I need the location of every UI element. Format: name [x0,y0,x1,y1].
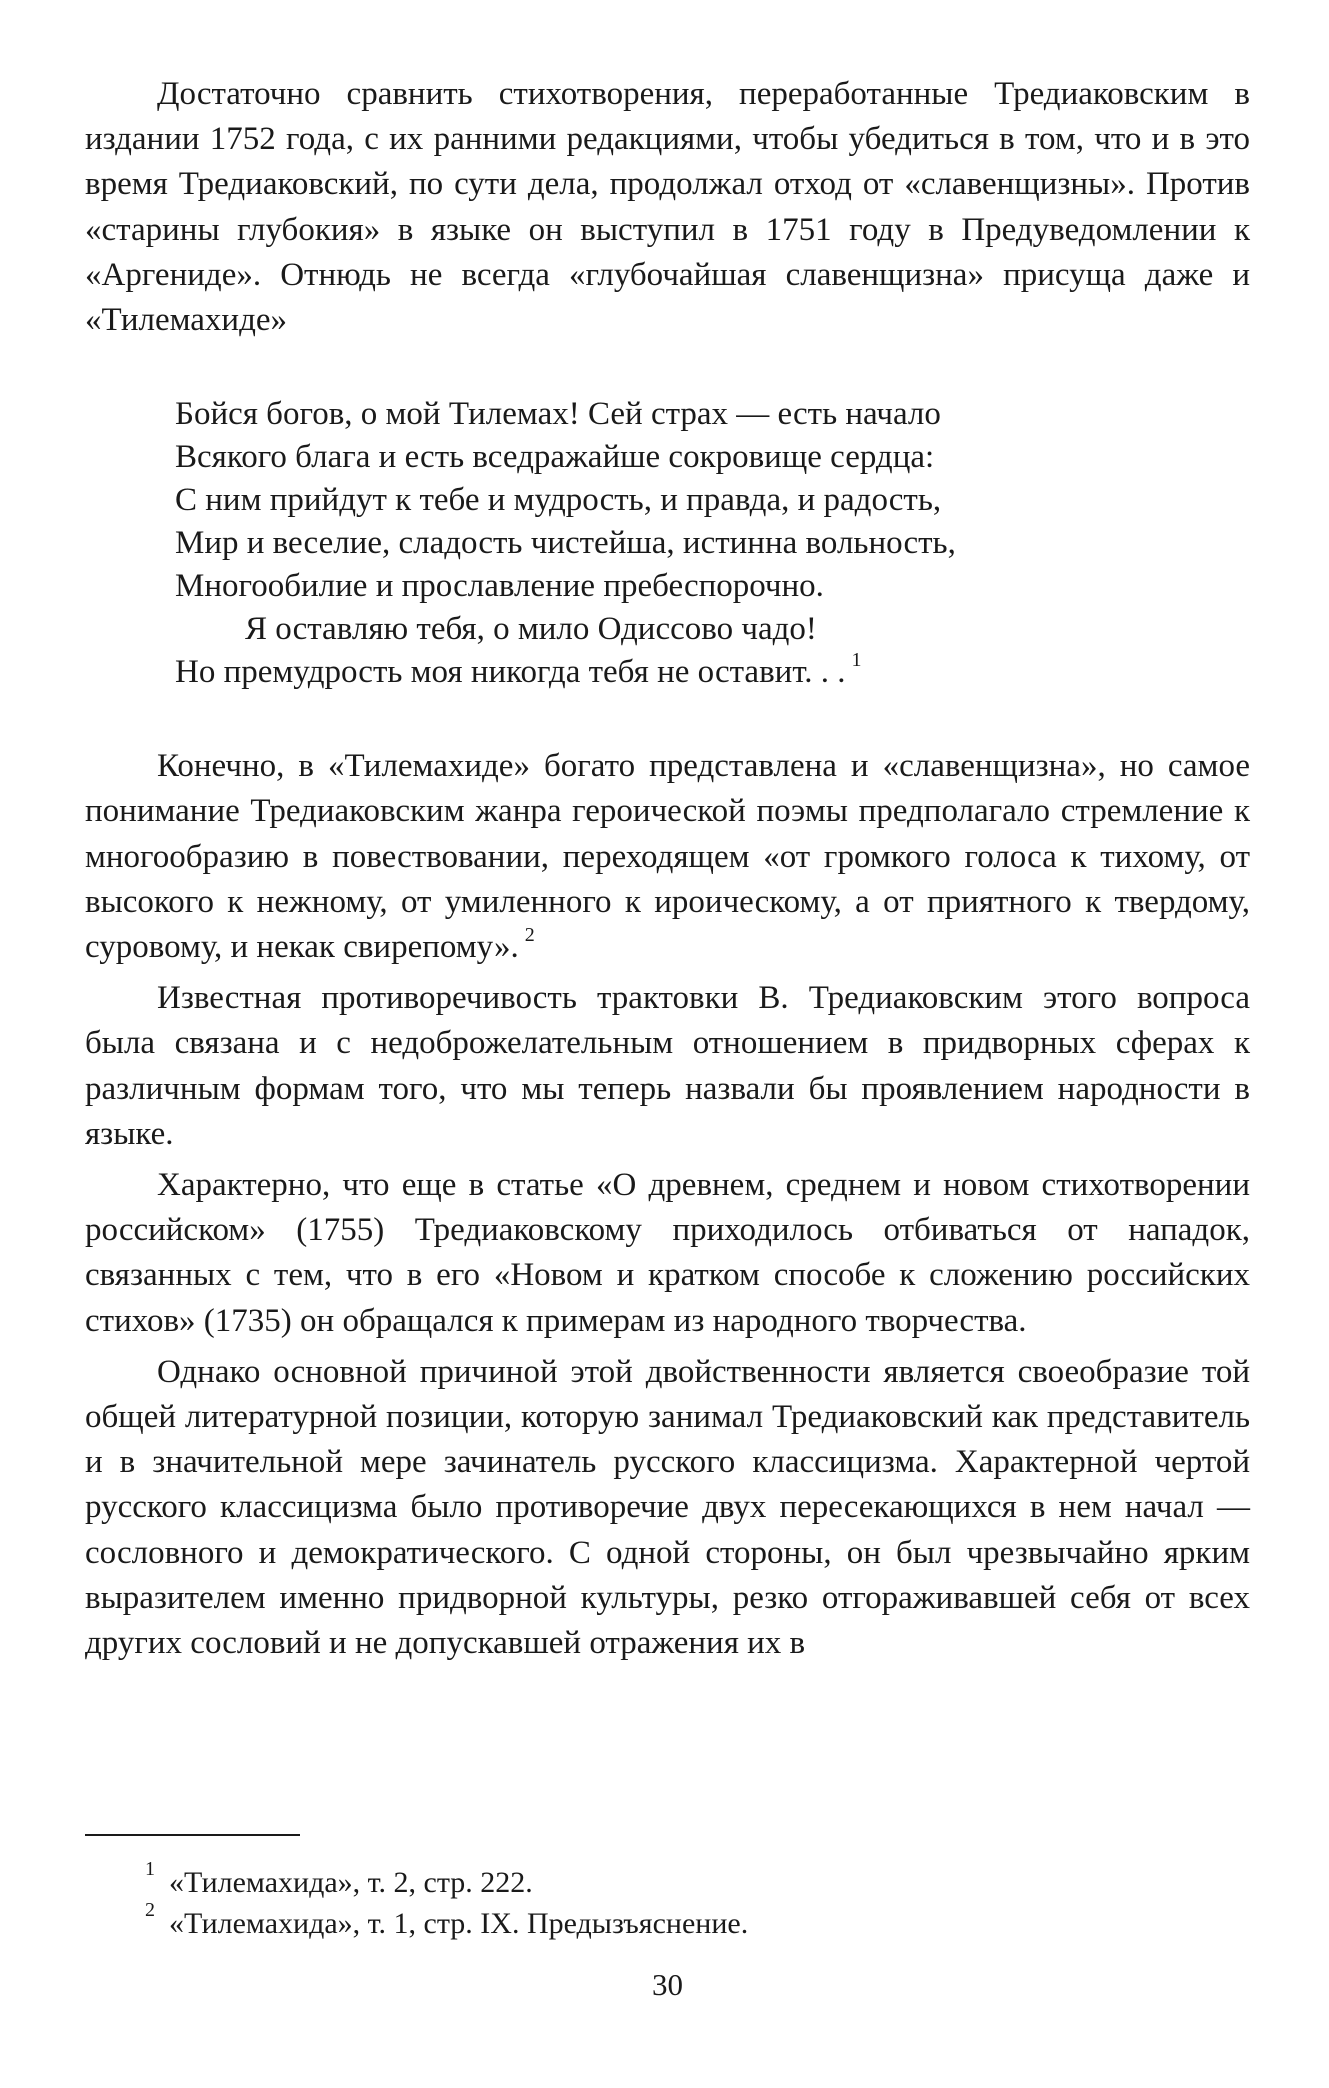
paragraph-1: Достаточно сравнить стихотворения, переработанные Тредиаковским в издании 1752 года, с их ранними редакциями, чтобы убедиться в том, что и в это время Тредиаковский, по сути дела, продолжал отход от «славенщизны». Против «старины глубокия» в языке он выступил в 1751 году в Предуведомлении к «Аргениде». Отнюдь не всегда «глубочайшая славенщизна» присуща даже и «Тилемахиде» [85,76,1250,339]
footnote-divider [85,1834,300,1836]
poem-line-2: Всякого блага и есть вседражайше сокровище сердца: [175,439,935,476]
poem-quote [175,393,1250,694]
poem-line-3: С ним прийдут к тебе и мудрость, и правда, и радость, [175,482,942,519]
footnote-2-text: «Тилемахида», т. 1, стр. IX. Предызъяснение. [169,1907,749,1940]
paragraph-4: Характерно, что еще в статье «О древнем, среднем и новом стихотворении российском» (1755) Тредиаковскому приходилось отбиваться от нападок, связанных с тем, что в его «Новом и кратком способе к сложению российских стихов» (1735) он обращался к примерам из народного творчества. [85,1167,1250,1339]
poem-line-1: Бойся богов, о мой Тилемах! Сей страх — есть начало [175,396,941,433]
paragraph-3: Известная противоречивость трактовки В. Тредиаковским этого вопроса была связана и с недоброжелательным отношением в придворных сферах к различным формам того, что мы теперь назвали бы проявлением народности в языке. [85,980,1250,1152]
page-number: 30 [652,1967,683,2002]
footnote-1 [145,1858,748,1903]
paragraph-2 [85,744,1250,970]
footnote-2-mark: 2 [145,1899,155,1921]
poem-line-6: Я оставляю тебя, о мило Одиссово чадо! [245,611,817,648]
footnotes-list [145,1858,749,1944]
paragraph-2-text: Конечно, в «Тилемахиде» богато представлена и «славенщизна», но самое понимание Тредиаковским жанра героической поэмы предполагало стремление к многообразию в повествовании, переходящем «от громкого голоса к тихому, от высокого к нежному, от умиленного к ироическому, а от приятного к твердому, суровому, и некак свирепому». [85,748,1250,966]
paragraph-5: Однако основной причиной этой двойственности является своеобразие той общей литературной позиции, которую занимал Тредиаковский как представитель и в значительной мере зачинатель русского классицизма. Характерной чертой русского классицизма было противоречие двух пересекающихся в нем начал — сословного и демократического. С одной стороны, он был чрезвычайно ярким выразителем именно придворной культуры, резко отгораживавшей себя от всех других сословий и не допускавшей отражения их в [85,1353,1250,1662]
poem-line-4: Мир и веселие, сладость чистейша, истинна вольность, [175,525,956,562]
poem-line-5: Многообилие и прославление пребеспорочно. [175,568,824,605]
footnote-ref-2[interactable]: 2 [524,924,535,947]
footnote-1-text: «Тилемахида», т. 2, стр. 222. [169,1866,533,1899]
book-page [85,72,1250,2062]
poem-line-7-text: Но премудрость моя никогда тебя не оставит. . . [175,654,846,691]
poem-line-7 [175,651,1250,694]
footnote-1-mark: 1 [145,1858,155,1880]
footnote-ref-1[interactable]: 1 [851,649,862,672]
footnote-2 [145,1899,749,1944]
